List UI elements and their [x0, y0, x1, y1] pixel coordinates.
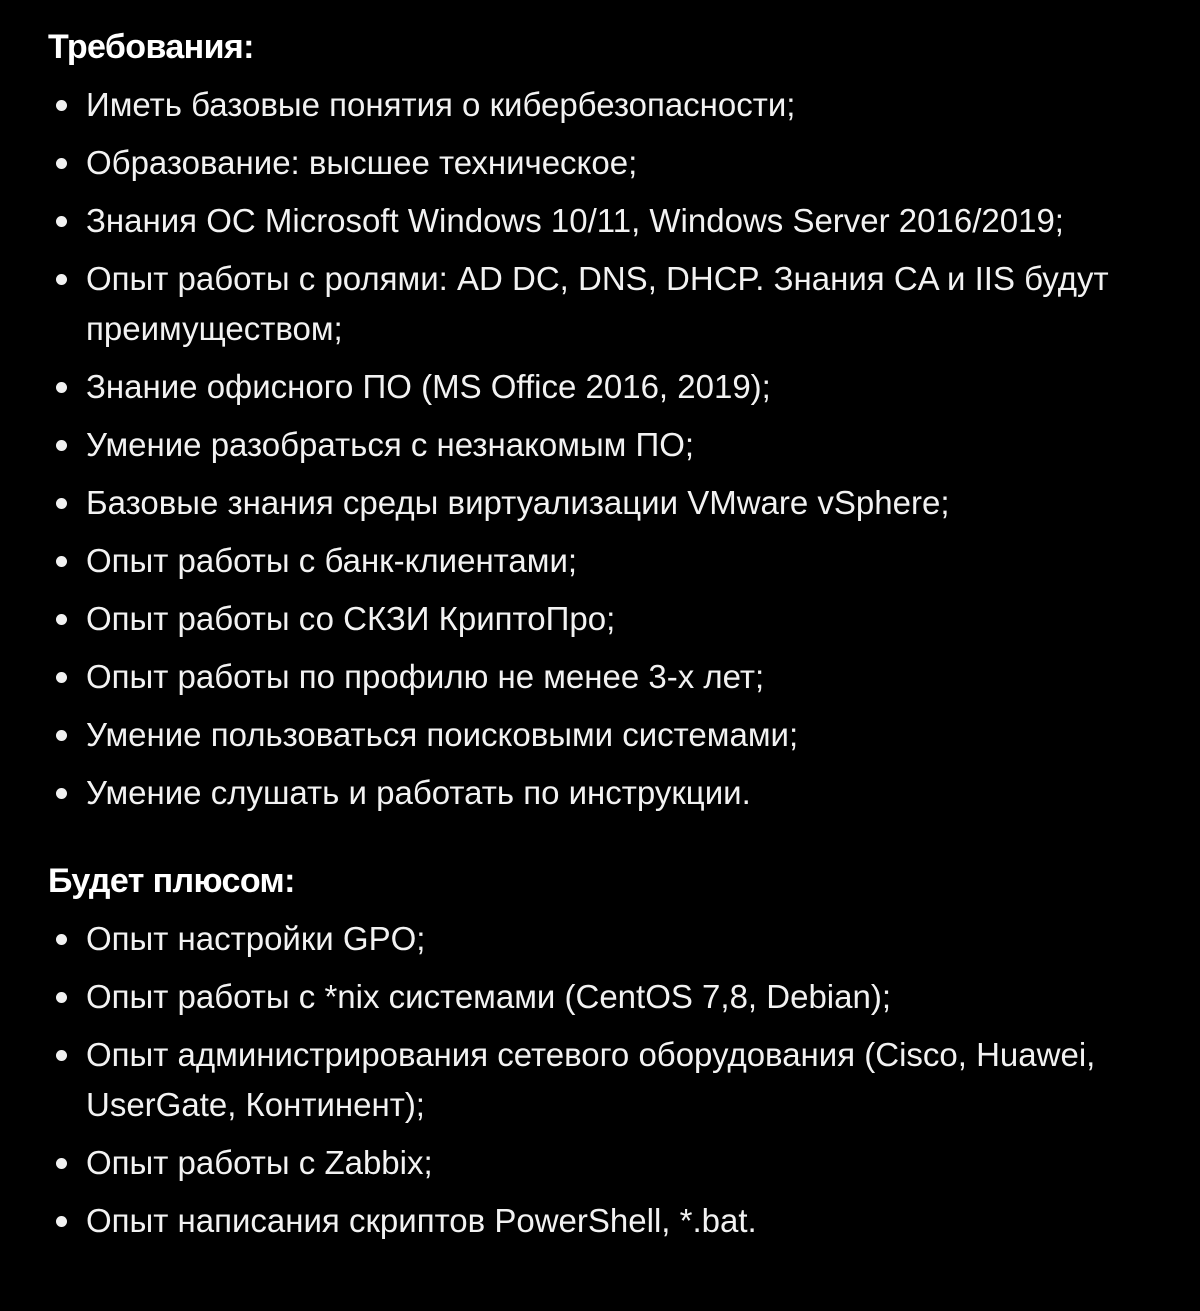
bullet-icon: [56, 992, 67, 1003]
list-item-text: Опыт работы с *nix системами (CentOS 7,8, Debian);: [86, 978, 891, 1015]
list-item: [48, 138, 1160, 188]
list-item-text: Базовые знания среды виртуализации VMware vSphere;: [86, 484, 950, 521]
list-item-text: Умение слушать и работать по инструкции.: [86, 774, 751, 811]
bullet-icon: [56, 498, 67, 509]
requirements-heading: Требования:: [48, 28, 254, 66]
bullet-icon: [56, 788, 67, 799]
bullet-icon: [56, 216, 67, 227]
list-item-text: Опыт работы с Zabbix;: [86, 1144, 433, 1181]
list-item-text: Умение пользоваться поисковыми системами;: [86, 716, 799, 753]
list-item: [48, 420, 1160, 470]
list-item: [48, 536, 1160, 586]
bullet-icon: [56, 614, 67, 625]
list-item-text: Опыт администрирования сетевого оборудования (Cisco, Huawei, UserGate, Континент);: [86, 1036, 1096, 1123]
list-item: [48, 254, 1160, 354]
requirements-list: [48, 80, 1160, 818]
bullet-icon: [56, 158, 67, 169]
bullet-icon: [56, 382, 67, 393]
bullet-icon: [56, 1050, 67, 1061]
bullet-icon: [56, 730, 67, 741]
list-item-text: Иметь базовые понятия о кибербезопасности;: [86, 86, 796, 123]
bullet-icon: [56, 556, 67, 567]
list-item: [48, 914, 1160, 964]
list-item-text: Знание офисного ПО (MS Office 2016, 2019);: [86, 368, 771, 405]
bullet-icon: [56, 934, 67, 945]
list-item: [48, 768, 1160, 818]
list-item-text: Знания ОС Microsoft Windows 10/11, Windows Server 2016/2019;: [86, 202, 1064, 239]
list-item-text: Образование: высшее техническое;: [86, 144, 638, 181]
list-item-text: Опыт работы по профилю не менее 3-х лет;: [86, 658, 765, 695]
list-item: [48, 594, 1160, 644]
list-item: [48, 1030, 1160, 1130]
bullet-icon: [56, 274, 67, 285]
list-item: [48, 478, 1160, 528]
list-item-text: Опыт работы с ролями: AD DC, DNS, DHCP. Знания CA и IIS будут преимуществом;: [86, 260, 1109, 347]
list-item: [48, 1138, 1160, 1188]
list-item: [48, 80, 1160, 130]
plus-heading: Будет плюсом:: [48, 862, 295, 900]
plus-list: [48, 914, 1160, 1246]
bullet-icon: [56, 100, 67, 111]
bullet-icon: [56, 1158, 67, 1169]
list-item-text: Опыт настройки GPO;: [86, 920, 426, 957]
list-item-text: Опыт работы со СКЗИ КриптоПро;: [86, 600, 616, 637]
bullet-icon: [56, 440, 67, 451]
bullet-icon: [56, 672, 67, 683]
list-item: [48, 1196, 1160, 1246]
list-item: [48, 362, 1160, 412]
list-item-text: Опыт написания скриптов PowerShell, *.bat.: [86, 1202, 757, 1239]
list-item: [48, 972, 1160, 1022]
list-item: [48, 196, 1160, 246]
list-item-text: Опыт работы с банк-клиентами;: [86, 542, 578, 579]
list-item-text: Умение разобраться с незнакомым ПО;: [86, 426, 695, 463]
list-item: [48, 710, 1160, 760]
list-item: [48, 652, 1160, 702]
bullet-icon: [56, 1216, 67, 1227]
